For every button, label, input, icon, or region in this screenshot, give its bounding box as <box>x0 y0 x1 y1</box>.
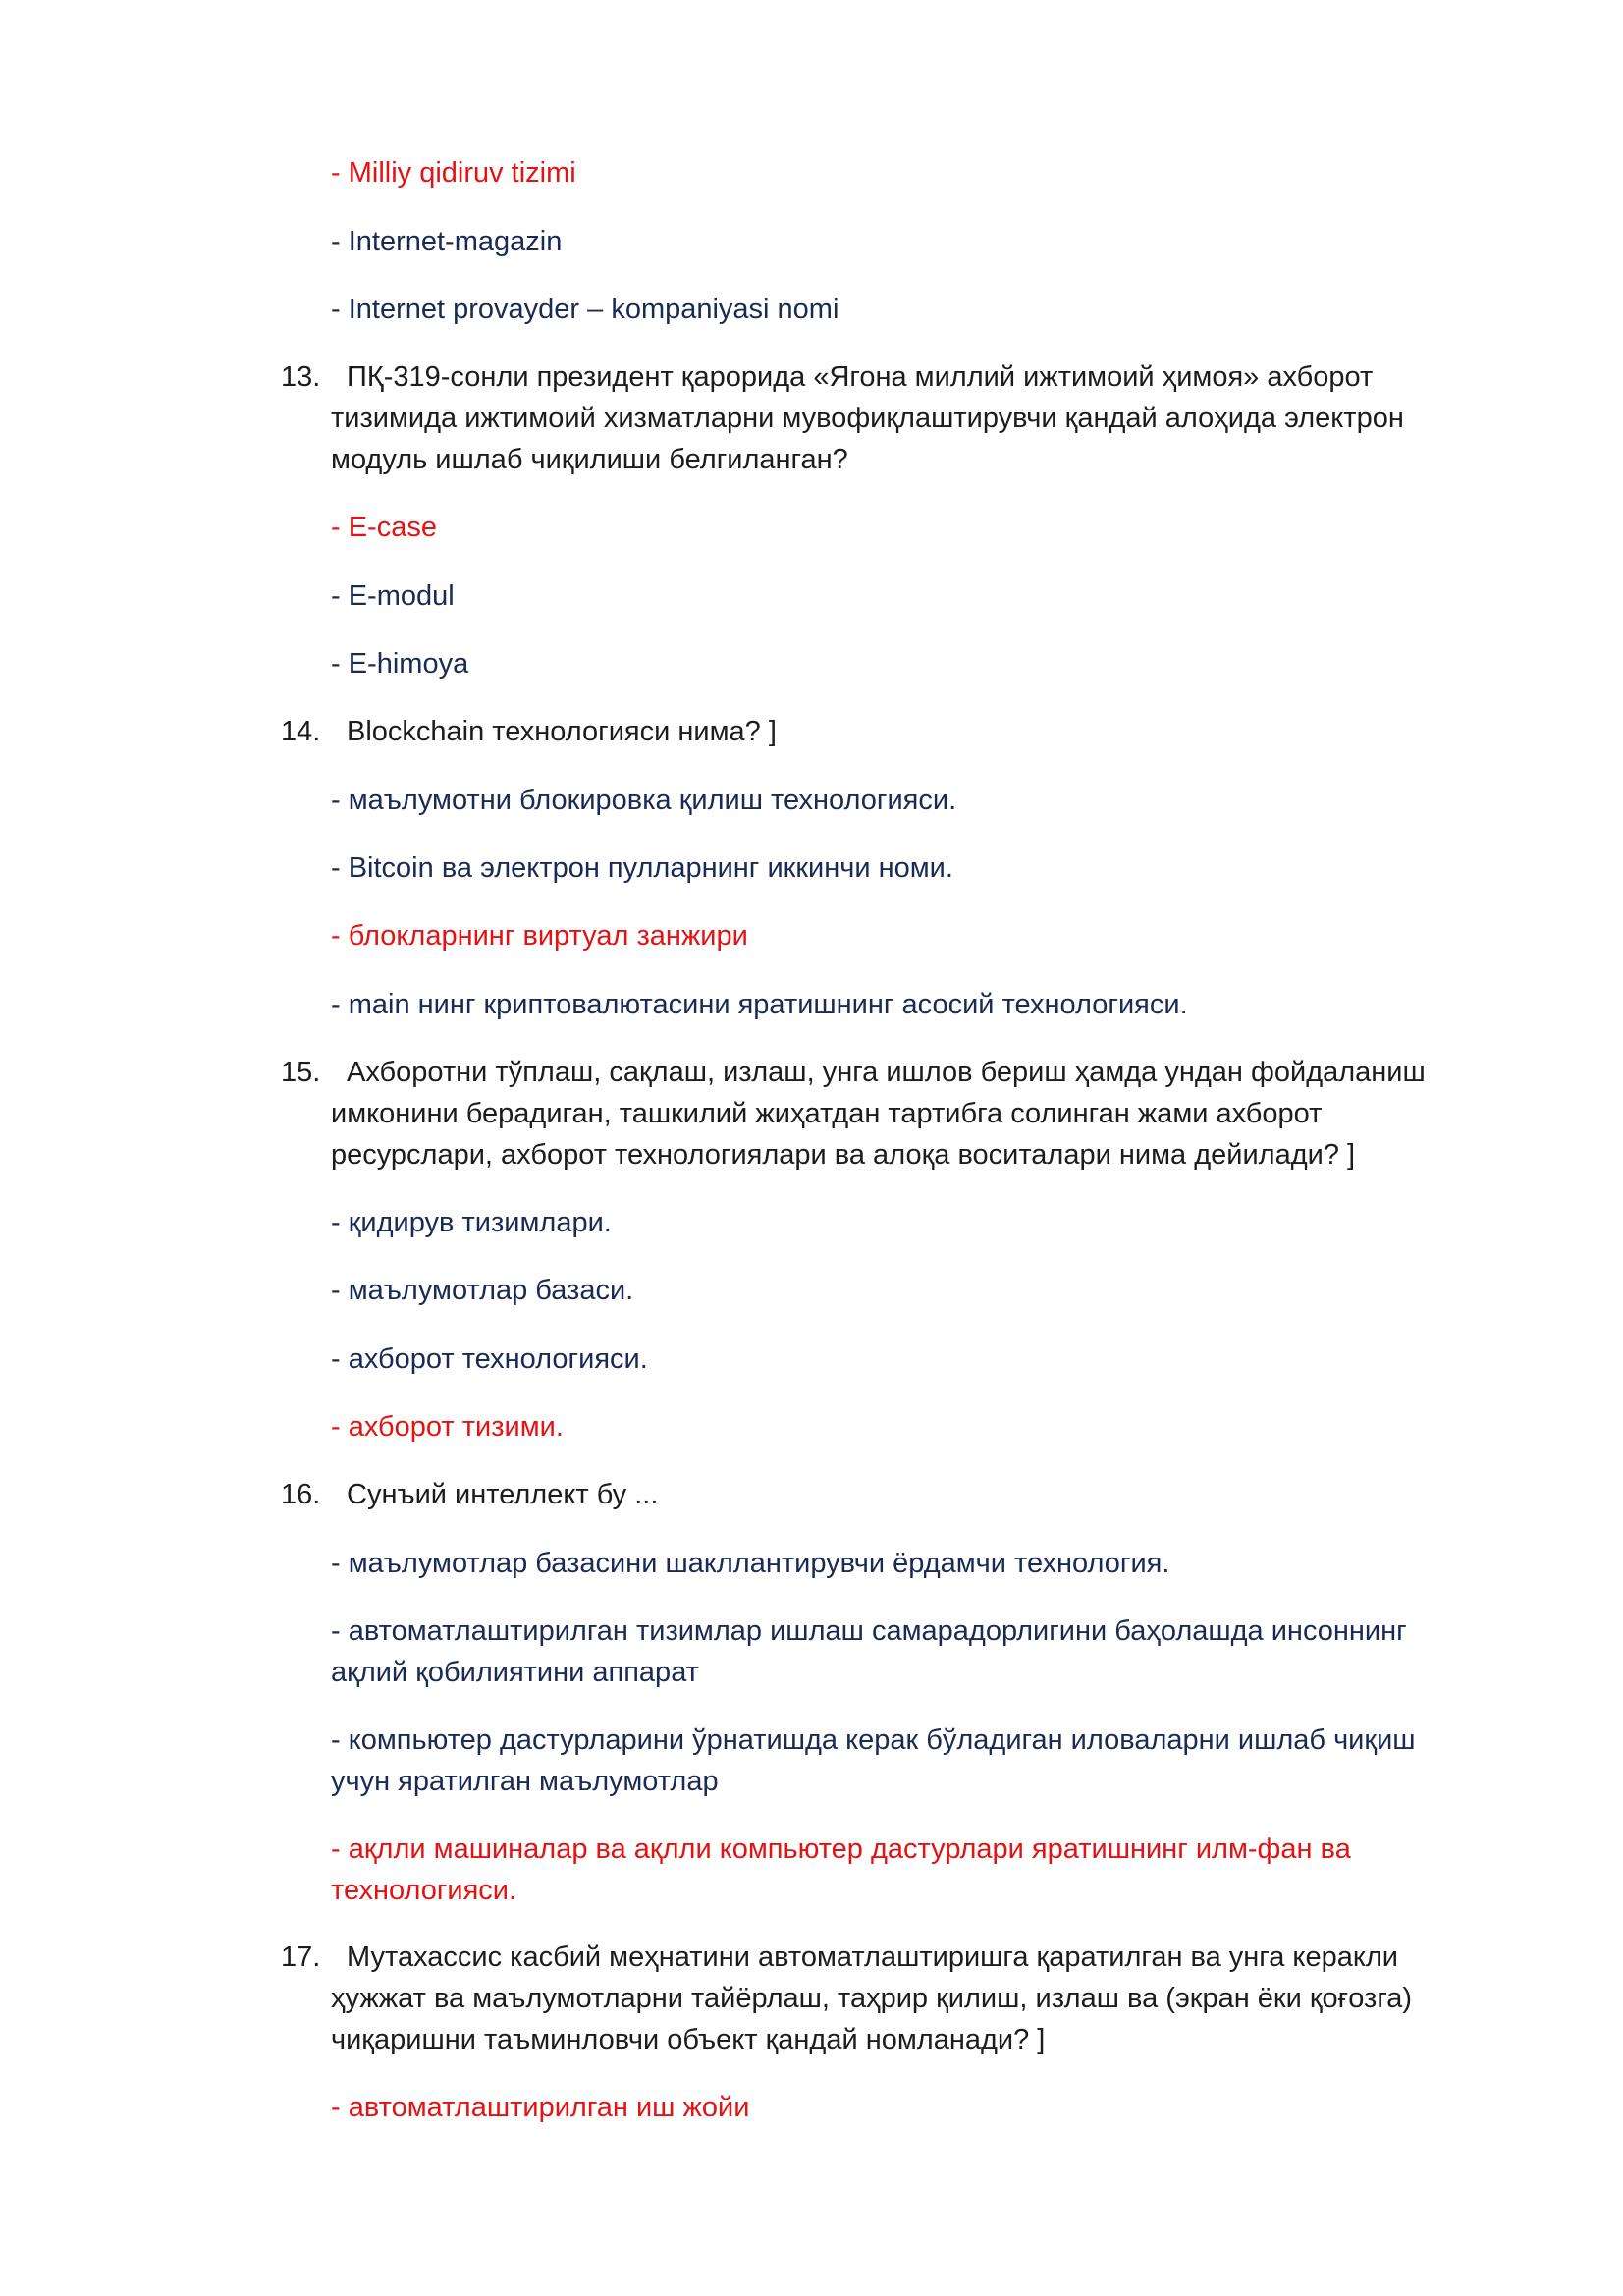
question-13 <box>281 356 1404 480</box>
answer-option-correct: - автоматлаштирилган иш жойи <box>331 2092 750 2123</box>
question-text-line: имконини берадиган, ташкилий жиҳатдан тартибга солинган жами ахборот <box>331 1098 1323 1129</box>
answer-option: - Bitcoin ва электрон пулларнинг иккинчи номи. <box>331 852 953 884</box>
question-text-line: ресурслари, ахборот технологиялари ва алоқа воситалари нима дейилади? ] <box>331 1139 1356 1171</box>
question-14 <box>281 711 777 752</box>
answer-option-correct: - E-case <box>331 512 437 543</box>
answer-option: - E-modul <box>331 580 455 612</box>
answer-option: - қидирув тизимлари. <box>331 1207 612 1238</box>
answer-option-correct: - ахборот тизими. <box>331 1411 564 1443</box>
question-text-line: модуль ишлаб чиқилиши белгиланган? <box>331 444 848 475</box>
answer-option <box>331 1611 1407 1693</box>
answer-option-line: - автоматлаштирилган тизимлар ишлаш самарадорлигини баҳолашда инсоннинг <box>331 1615 1407 1647</box>
answer-option-line: учун яратилган маълумотлар <box>331 1766 719 1797</box>
question-number: 17. <box>281 1941 321 1973</box>
question-text-line: чиқаришни таъминловчи объект қандай номланади? ] <box>331 2024 1046 2055</box>
question-number: 15. <box>281 1057 321 1088</box>
question-17 <box>281 1937 1412 2060</box>
answer-option: - Internet provayder – kompaniyasi nomi <box>331 294 839 325</box>
answer-option: - E-himoya <box>331 648 469 680</box>
answer-option: - маълумотлар базаси. <box>331 1275 634 1306</box>
answer-option: - ахборот технологияси. <box>331 1343 648 1375</box>
question-text-line: Сунъий интеллект бу ... <box>347 1479 659 1510</box>
answer-option: - маълумотни блокировка қилиш технологияси. <box>331 785 957 816</box>
question-number: 16. <box>281 1479 321 1510</box>
answer-option <box>331 1720 1416 1802</box>
question-text-line: тизимида ижтимоий хизматларни мувофиқлаштирувчи қандай алоҳида электрон <box>331 403 1404 434</box>
question-text-line: Мутахассис касбий меҳнатини автоматлаштиришга қаратилган ва унга керакли <box>347 1941 1398 1973</box>
question-number: 13. <box>281 361 321 393</box>
answer-option-correct: - блокларнинг виртуал занжири <box>331 920 748 952</box>
question-16 <box>281 1474 658 1515</box>
question-text-line: Ахборотни тўплаш, сақлаш, излаш, унга ишлов бериш ҳамда ундан фойдаланиш <box>347 1057 1426 1088</box>
answer-option-correct: - Milliy qidiruv tizimi <box>331 157 576 189</box>
answer-option-line: - компьютер дастурларини ўрнатишда керак бўладиган иловаларни ишлаб чиқиш <box>331 1724 1416 1756</box>
answer-option: - маълумотлар базасини шакллантирувчи ёрдамчи технология. <box>331 1548 1170 1579</box>
answer-option: - main нинг криптовалютасини яратишнинг асосий технологияси. <box>331 989 1188 1020</box>
question-text-line: ПҚ-319-сонли президент қарорида «Ягона миллий ижтимоий ҳимоя» ахборот <box>347 361 1374 393</box>
answer-option-line: - ақлли машиналар ва ақлли компьютер дастурлари яратишнинг илм-фан ва <box>331 1833 1351 1865</box>
question-text-line: ҳужжат ва маълумотларни тайёрлаш, таҳрир қилиш, излаш ва (экран ёки қоғозга) <box>331 1983 1413 2014</box>
answer-option: - Internet-magazin <box>331 226 563 257</box>
answer-option-line: технологияси. <box>331 1875 517 1906</box>
answer-option-line: ақлий қобилиятини аппарат <box>331 1657 699 1688</box>
question-text-line: Blockchain технологияси нима? ] <box>347 716 777 747</box>
question-number: 14. <box>281 716 321 747</box>
answer-option-correct <box>331 1829 1351 1911</box>
question-15 <box>281 1052 1426 1175</box>
